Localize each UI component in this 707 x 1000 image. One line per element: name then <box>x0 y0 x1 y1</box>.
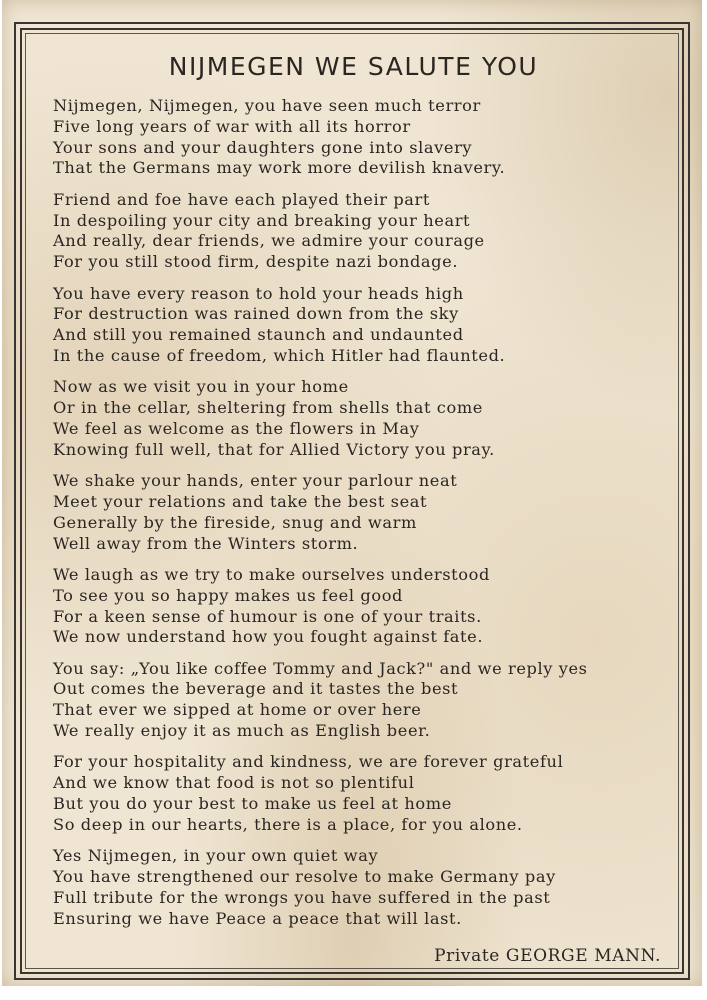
poem-line: For a keen sense of humour is one of your traits. <box>53 606 482 626</box>
poem-line: In despoiling your city and breaking your heart <box>53 210 471 230</box>
stanza <box>53 96 673 179</box>
poem-line: Friend and foe have each played their part <box>53 189 430 209</box>
poem-line: Or in the cellar, sheltering from shells that come <box>53 398 483 418</box>
poem-line: We now understand how you fought against fate. <box>53 627 484 647</box>
poem-line: For destruction was rained down from the sky <box>53 304 459 324</box>
poem-line: Knowing full well, that for Allied Victory you pray. <box>53 439 495 459</box>
poem-line: Nijmegen, Nijmegen, you have seen much terror <box>53 96 481 115</box>
poem-line: Now as we visit you in your home <box>53 377 349 397</box>
poem-line: Yes Nijmegen, in your own quiet way <box>53 846 379 866</box>
poem-line: You have every reason to hold your heads high <box>53 283 464 303</box>
poem-line: We shake your hands, enter your parlour neat <box>53 471 458 491</box>
poem-line: We feel as welcome as the flowers in May <box>53 418 420 438</box>
poem-line: And we know that food is not so plentiful <box>53 773 415 793</box>
poem-line: Ensuring we have Peace a peace that will last. <box>53 908 462 928</box>
author-signature: Private GEORGE MANN. <box>434 946 661 966</box>
poem-line: We laugh as we try to make ourselves understood <box>53 564 490 584</box>
poem-line: You have strengthened our resolve to make Germany pay <box>53 867 556 887</box>
stanza <box>53 190 673 273</box>
stanza <box>53 752 673 835</box>
poem-line: That ever we sipped at home or over here <box>53 700 422 720</box>
poem-line: Out comes the beverage and it tastes the best <box>53 679 459 699</box>
poem-body <box>53 96 673 940</box>
stanza <box>53 659 673 742</box>
poem-line: You say: „You like coffee Tommy and Jack?" and we reply yes <box>53 658 588 678</box>
poem-line: But you do your best to make us feel at home <box>53 794 452 814</box>
poem-line: We really enjoy it as much as English beer. <box>53 721 431 741</box>
poem-line: To see you so happy makes us feel good <box>53 585 404 605</box>
stanza <box>53 471 673 554</box>
poem-line: Full tribute for the wrongs you have suffered in the past <box>53 887 551 907</box>
poem-line: In the cause of freedom, which Hitler had flaunted. <box>53 345 506 365</box>
stanza <box>53 377 673 460</box>
poem-line: Well away from the Winters storm. <box>53 533 359 553</box>
poem-line: Your sons and your daughters gone into slavery <box>53 137 473 157</box>
poem-line: So deep in our hearts, there is a place, for you alone. <box>53 814 523 834</box>
poem-line: That the Germans may work more devilish knavery. <box>53 158 506 178</box>
poem-title: NIJMEGEN WE SALUTE YOU <box>168 52 539 81</box>
stanza <box>53 565 673 648</box>
poem-line: Generally by the fireside, snug and warm <box>53 512 417 532</box>
poem-line: Five long years of war with all its horror <box>53 116 411 136</box>
poem-line: And really, dear friends, we admire your courage <box>53 231 485 251</box>
poem-line: Meet your relations and take the best seat <box>53 491 428 511</box>
poem-line: And still you remained staunch and undaunted <box>53 325 464 345</box>
poem-line: For your hospitality and kindness, we are forever grateful <box>53 752 564 772</box>
stanza <box>53 846 673 929</box>
stanza <box>53 284 673 367</box>
poem-line: For you still stood firm, despite nazi bondage. <box>53 252 459 272</box>
